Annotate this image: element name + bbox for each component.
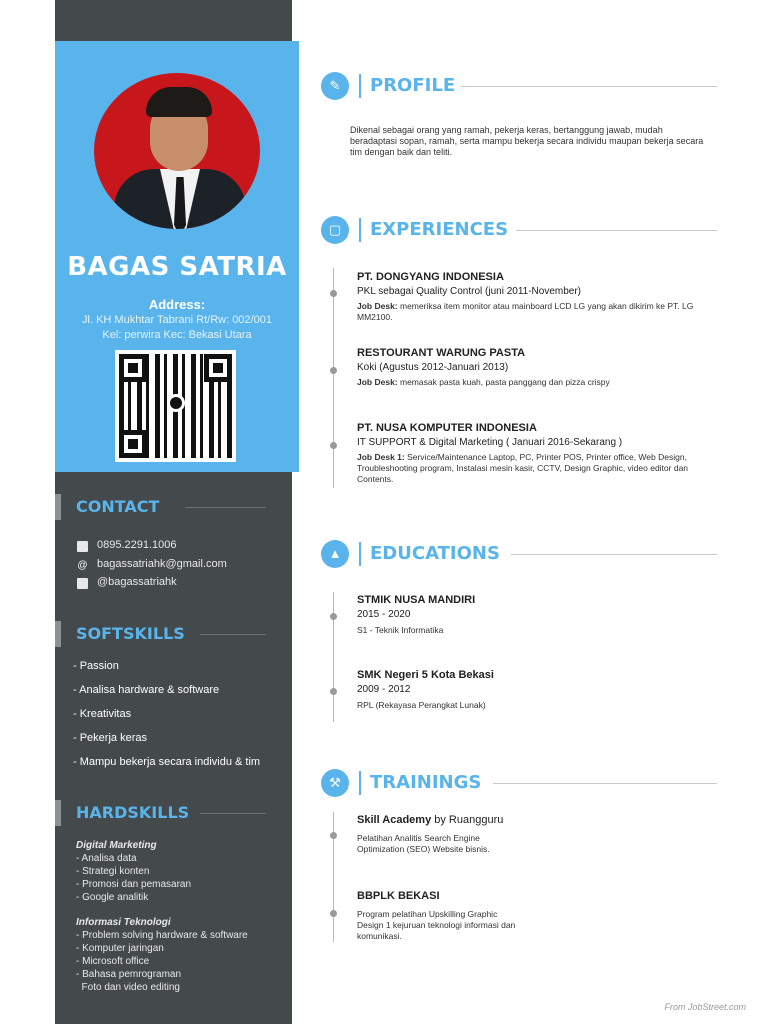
at-icon: @	[77, 560, 88, 571]
hardskill-item: - Microsoft office	[76, 956, 150, 967]
phone-icon	[77, 541, 88, 552]
address-line-2: Kel: perwira Kec: Bekasi Utara	[102, 329, 252, 341]
trainings-heading: ⚒ TRAININGS	[321, 769, 721, 799]
wrench-icon: ⚒	[321, 769, 349, 797]
education-school: SMK Negeri 5 Kota Bekasi	[357, 669, 494, 681]
briefcase-icon: ▢	[321, 216, 349, 244]
linkedin-icon	[77, 578, 88, 589]
softskill-item: - Pekerja keras	[73, 732, 147, 744]
training-detail: Program pelatihan Upskilling Graphic Design 1 kejuruan teknologi informasi dan komunikasi.	[357, 909, 516, 941]
experience-role: PKL sebagai Quality Control (juni 2011-November)	[357, 286, 581, 297]
experience-role: Koki (Agustus 2012-Januari 2013)	[357, 362, 509, 373]
experience-company: PT. DONGYANG INDONESIA	[357, 271, 504, 283]
profile-summary: Dikenal sebagai orang yang ramah, pekerja keras, bertanggung jawab, mudah beradaptasi sopan, ramah, serta mampu bekerja secara individu maupan bekerja secara tim dengan baik dan teliti.	[350, 125, 704, 157]
experience-desc: Job Desk 1: Service/Maintenance Laptop, PC, Printer POS, Printer office, Web Design, Troubleshooting program, Instalasi mesin kasir, CCTV, Design Graphic, video editor dan Contents.	[357, 452, 689, 484]
education-years: 2015 - 2020	[357, 609, 411, 620]
training-name: Skill Academy by Ruangguru	[357, 814, 504, 826]
hardskill-item: - Problem solving hardware & software	[76, 930, 248, 941]
profile-photo	[91, 70, 263, 232]
education-detail: RPL (Rekayasa Perangkat Lunak)	[357, 700, 486, 710]
softskill-item: - Passion	[73, 660, 119, 672]
address-title: Address:	[148, 297, 206, 312]
experience-desc: Job Desk: memeriksa item monitor atau mainboard LCD LG yang akan dikirim ke PT. LG MM2100.	[357, 301, 694, 322]
hardskill-item: - Strategi konten	[76, 866, 150, 877]
education-school: STMIK NUSA MANDIRI	[357, 594, 476, 606]
graduation-cap-icon: ▲	[321, 540, 349, 568]
hardskill-group-title: Informasi Teknologi	[76, 917, 171, 928]
contact-heading: CONTACT	[55, 494, 292, 520]
timeline-dot	[330, 442, 337, 449]
address-line-1: Jl. KH Mukhtar Tabrani Rt/Rw: 002/001	[82, 314, 272, 326]
timeline-dot	[330, 613, 337, 620]
experience-company: PT. NUSA KOMPUTER INDONESIA	[357, 422, 537, 434]
hardskill-item: - Komputer jaringan	[76, 943, 164, 954]
softskills-heading: SOFTSKILLS	[55, 621, 292, 647]
softskill-item: - Kreativitas	[73, 708, 132, 720]
candidate-name: BAGAS SATRIA	[67, 252, 287, 282]
hardskills-heading: HARDSKILLS	[55, 800, 292, 826]
hardskill-item: - Google analitik	[76, 892, 149, 903]
training-name: BBPLK BEKASI	[357, 890, 440, 902]
education-timeline	[333, 592, 334, 722]
educations-heading: ▲ EDUCATIONS	[321, 540, 721, 570]
hardskill-item: - Analisa data	[76, 853, 137, 864]
education-detail: S1 - Teknik Informatika	[357, 625, 444, 635]
experience-company: RESTOURANT WARUNG PASTA	[357, 347, 526, 359]
experiences-heading: ▢ EXPERIENCES	[321, 216, 721, 246]
softskill-item: - Analisa hardware & software	[73, 684, 220, 696]
timeline-dot	[330, 910, 337, 917]
edit-icon: ✎	[321, 72, 349, 100]
experience-desc: Job Desk: memasak pasta kuah, pasta panggang dan pizza crispy	[357, 377, 610, 387]
training-detail: Pelatihan Analitis Search Engine Optimization (SEO) Website bisnis.	[357, 833, 490, 854]
experience-timeline	[333, 268, 334, 488]
timeline-dot	[330, 832, 337, 839]
hardskill-item: Foto dan video editing	[76, 982, 180, 993]
timeline-dot	[330, 367, 337, 374]
timeline-dot	[330, 290, 337, 297]
education-years: 2009 - 2012	[357, 684, 411, 695]
hardskill-group-title: Digital Marketing	[76, 840, 157, 851]
qr-code	[115, 350, 236, 462]
source-watermark: From JobStreet.com	[664, 1002, 746, 1012]
whatsapp-icon	[167, 394, 185, 412]
profile-heading: ✎ PROFILE	[321, 72, 721, 102]
hardskill-item: - Bahasa pemrograman	[76, 969, 182, 980]
softskill-item: - Mampu bekerja secara individu & tim	[73, 756, 261, 768]
timeline-dot	[330, 688, 337, 695]
experience-role: IT SUPPORT & Digital Marketing ( Januari 2016-Sekarang )	[357, 437, 623, 448]
hardskill-item: - Promosi dan pemasaran	[76, 879, 192, 890]
